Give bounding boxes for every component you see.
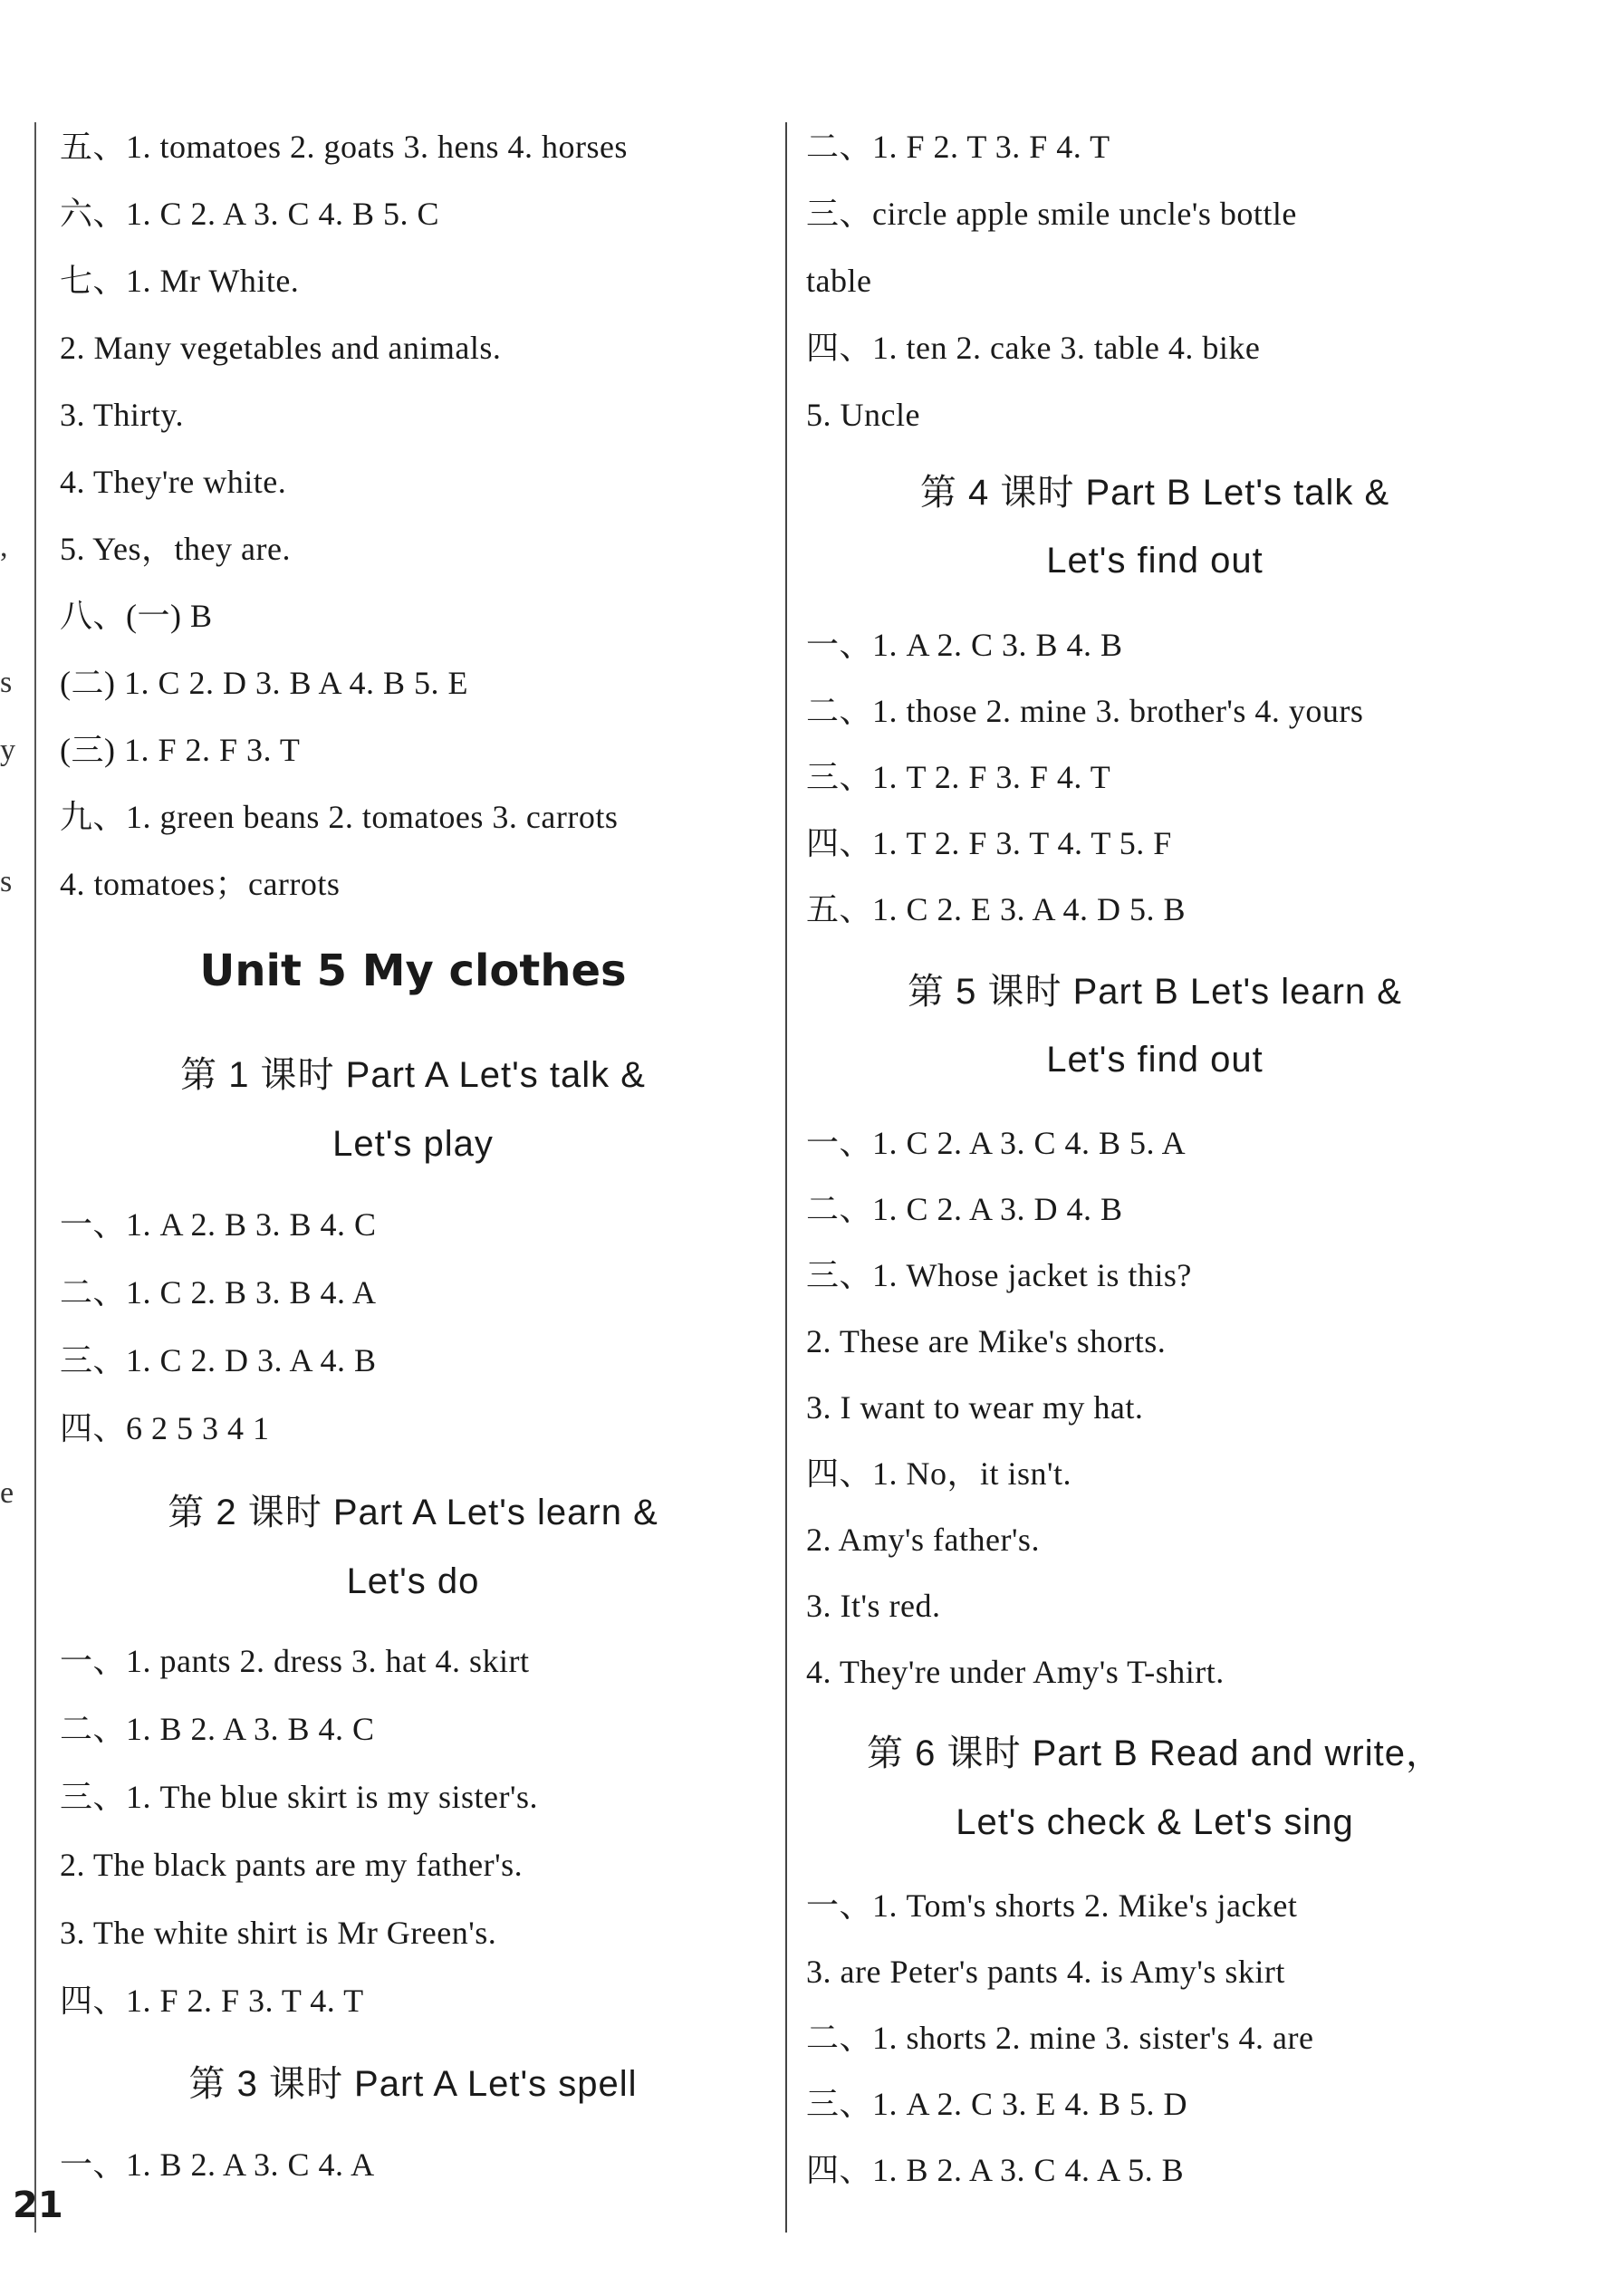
- answer-line: 三、1. C 2. D 3. A 4. B: [60, 1342, 377, 1378]
- answer-line: 二、1. B 2. A 3. B 4. C: [60, 1711, 375, 1747]
- answer-line: 三、1. A 2. C 3. E 4. B 5. D: [806, 2086, 1188, 2122]
- answer-line: 2. The black pants are my father's.: [60, 1847, 524, 1883]
- answer-line: 4. They're white.: [60, 464, 287, 500]
- answer-line: 3. Thirty.: [60, 397, 184, 433]
- answer-line: 七、1. Mr White.: [60, 263, 300, 299]
- edge-fragment: ,: [0, 530, 8, 563]
- answer-line: (二) 1. C 2. D 3. B A 4. B 5. E: [60, 665, 469, 701]
- answer-line: table: [806, 263, 872, 299]
- edge-fragment: s: [0, 666, 13, 699]
- lesson-heading: Let's play: [332, 1124, 494, 1164]
- edge-fragment: y: [0, 734, 15, 767]
- answer-line: 九、1. green beans 2. tomatoes 3. carrots: [60, 799, 619, 835]
- lesson-heading: 第 2 课时 Part A Let's learn &: [168, 1493, 658, 1532]
- lesson-heading: 第 1 课时 Part A Let's talk &: [180, 1055, 646, 1095]
- answer-line: 一、1. A 2. B 3. B 4. C: [60, 1206, 377, 1243]
- lesson-heading: Let's find out: [1046, 541, 1264, 581]
- answer-line: 四、1. ten 2. cake 3. table 4. bike: [806, 330, 1261, 366]
- answer-line: 二、1. C 2. A 3. D 4. B: [806, 1191, 1123, 1227]
- answer-line: 三、1. Whose jacket is this?: [806, 1257, 1192, 1293]
- lesson-heading: 第 3 课时 Part A Let's spell: [188, 2064, 638, 2104]
- left-margin-rule: [34, 122, 36, 2233]
- answer-line: 3. It's red.: [806, 1588, 941, 1624]
- answer-line: 二、1. C 2. B 3. B 4. A: [60, 1274, 377, 1311]
- answer-line: 3. The white shirt is Mr Green's.: [60, 1915, 497, 1951]
- answer-line: 四、1. No，it isn't.: [806, 1455, 1072, 1492]
- answer-line: 六、1. C 2. A 3. C 4. B 5. C: [60, 196, 440, 232]
- answer-line: 3. are Peter's pants 4. is Amy's skirt: [806, 1954, 1285, 1990]
- edge-fragment: s: [0, 865, 13, 898]
- answer-line: 一、1. B 2. A 3. C 4. A: [60, 2146, 375, 2183]
- answer-line: 4. tomatoes；carrots: [60, 866, 341, 902]
- answer-line: 四、1. B 2. A 3. C 4. A 5. B: [806, 2152, 1185, 2188]
- answer-line: (三) 1. F 2. F 3. T: [60, 732, 301, 768]
- answer-line: 八、(一) B: [60, 598, 213, 634]
- answer-line: 三、1. The blue skirt is my sister's.: [60, 1779, 538, 1815]
- answer-line: 一、1. Tom's shorts 2. Mike's jacket: [806, 1887, 1298, 1924]
- answer-line: 一、1. pants 2. dress 3. hat 4. skirt: [60, 1643, 530, 1679]
- answer-line: 一、1. C 2. A 3. C 4. B 5. A: [806, 1125, 1187, 1161]
- answer-line: 四、1. F 2. F 3. T 4. T: [60, 1983, 364, 2019]
- lesson-heading: 第 6 课时 Part B Read and write，: [867, 1733, 1443, 1773]
- answer-line: 3. I want to wear my hat.: [806, 1389, 1144, 1426]
- lesson-heading: 第 4 课时 Part B Let's talk &: [919, 473, 1390, 513]
- answer-line: 五、1. C 2. E 3. A 4. D 5. B: [806, 891, 1187, 927]
- answer-line: 二、1. those 2. mine 3. brother's 4. yours: [806, 693, 1364, 729]
- answer-line: 一、1. A 2. C 3. B 4. B: [806, 627, 1123, 663]
- edge-fragment: e: [0, 1476, 14, 1510]
- unit-title: Unit 5 My clothes: [199, 946, 627, 996]
- lesson-heading: Let's find out: [1046, 1040, 1264, 1080]
- page-number: 21: [13, 2185, 63, 2226]
- answer-line: 5. Yes，they are.: [60, 531, 291, 567]
- column-divider: [785, 122, 787, 2233]
- answer-line: 4. They're under Amy's T-shirt.: [806, 1654, 1225, 1690]
- answer-line: 2. Amy's father's.: [806, 1522, 1040, 1558]
- answer-line: 四、6 2 5 3 4 1: [60, 1410, 270, 1446]
- answer-line: 2. Many vegetables and animals.: [60, 330, 502, 366]
- lesson-heading: 第 5 课时 Part B Let's learn &: [908, 972, 1402, 1012]
- lesson-heading: Let's do: [346, 1561, 480, 1601]
- lesson-heading: Let's check & Let's sing: [956, 1802, 1354, 1842]
- answer-line: 5. Uncle: [806, 397, 920, 433]
- answer-line: 2. These are Mike's shorts.: [806, 1323, 1167, 1359]
- answer-line: 四、1. T 2. F 3. T 4. T 5. F: [806, 825, 1172, 861]
- answer-line: 二、1. F 2. T 3. F 4. T: [806, 129, 1110, 165]
- answer-line: 二、1. shorts 2. mine 3. sister's 4. are: [806, 2020, 1314, 2056]
- answer-line: 三、circle apple smile uncle's bottle: [806, 196, 1297, 232]
- answer-line: 三、1. T 2. F 3. F 4. T: [806, 759, 1111, 795]
- answer-line: 五、1. tomatoes 2. goats 3. hens 4. horses: [60, 129, 628, 165]
